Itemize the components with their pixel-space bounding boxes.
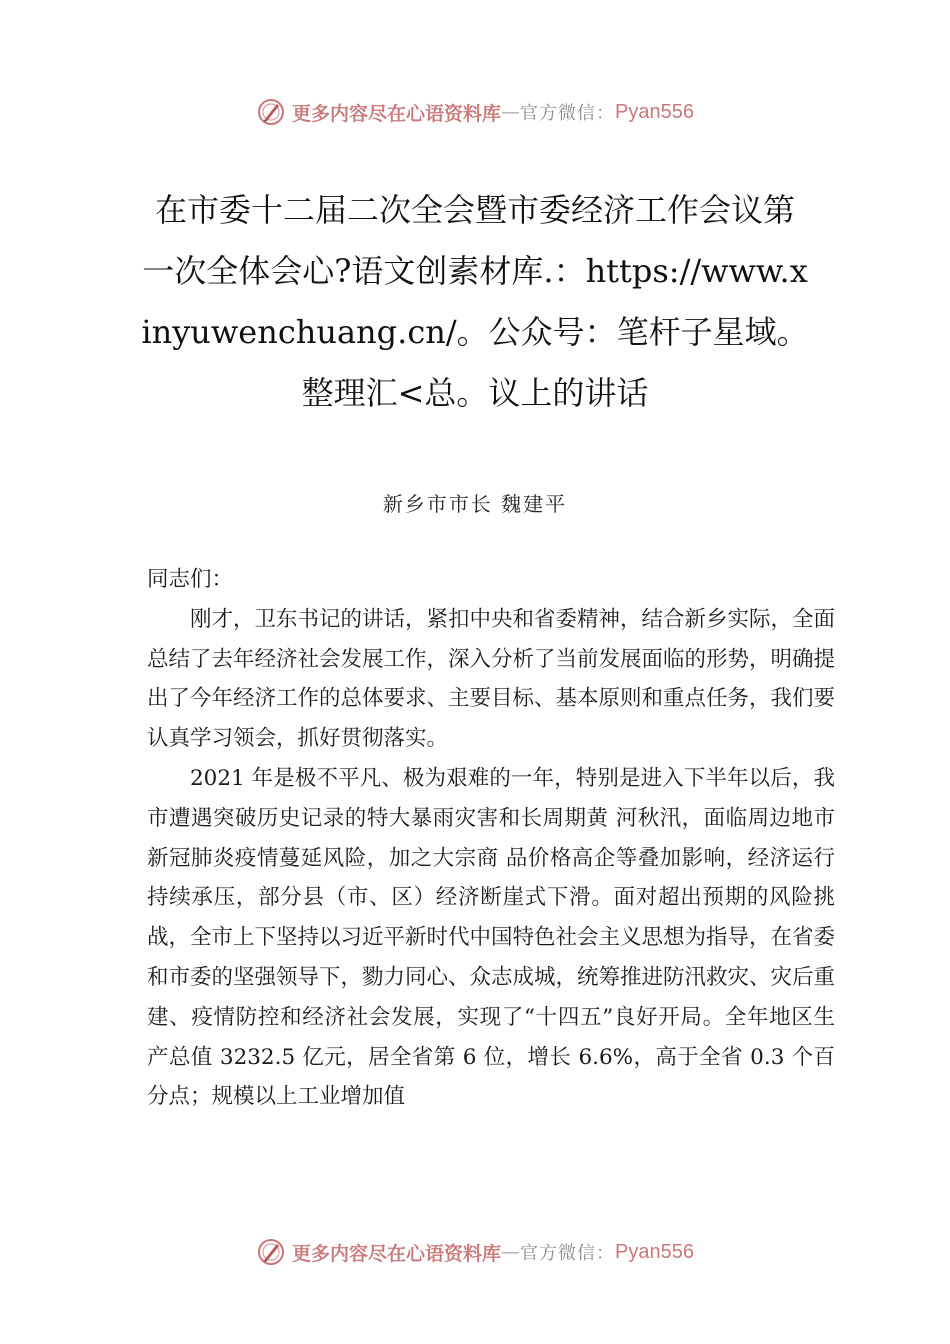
banner-dash: — [501, 1241, 521, 1263]
banner-wechat-id: Pyan556 [615, 100, 694, 123]
document-body [147, 560, 835, 1117]
document-title: 在市委十二届二次全会暨市委经济工作会议第一次全体会心?语文创素材库.：https://www.xinyuwenchuang.cn/。公众号：笔杆子星域。整理汇<总。议上的讲话 [141, 191, 809, 412]
bottom-banner [0, 1232, 950, 1272]
banner-main-text: 更多内容尽在心语资料库 [292, 1242, 502, 1265]
banner-main-text: 更多内容尽在心语资料库 [292, 102, 502, 125]
banner-wechat-label: 官方微信： [520, 1243, 616, 1264]
pen-logo-icon [256, 97, 286, 127]
byline: 新乡市市长 魏建平 [382, 492, 568, 516]
banner-dash: — [501, 101, 521, 123]
salutation: 同志们： [147, 567, 234, 592]
top-banner [0, 92, 950, 132]
paragraph: 刚才，卫东书记的讲话，紧扣中央和省委精神，结合新乡实际，全面总结了去年经济社会发展工作，深入分析了当前发展面临的形势，明确提出了今年经济工作的总体要求、主要目标、基本原则和重点任务，我们要认真学习领会，抓好贯彻落实。 [147, 606, 836, 752]
paragraph: 2021 年是极不平凡、极为艰难的一年，特别是进入下半年以后，我市遭遇突破历史记录的特大暴雨灾害和长周期黄 河秋汛，面临周边地市新冠肺炎疫情蔓延风险，加之大宗商 品价格高企等叠加影响，经济运行持续承压，部分县（市、区）经济断崖式下滑。面对超出预期的风险挑战，全市上下坚持以习近平新时代中国特色社会主义思想为指导，在省委和市委的坚强领导下，勠力同心、众志成城，统筹推进防汛救灾、灾后重建、疫情防控和经济社会发展，实现了“十四五”良好开局。全年地区生产总值 3232.5 亿元，居全省第 6 位，增长 6.6%，高于全省 0.3 个百分点；规模以上工业增加值 [147, 765, 836, 1110]
banner-wechat-label: 官方微信： [520, 103, 616, 124]
pen-logo-icon [256, 1237, 286, 1267]
banner-wechat-id: Pyan556 [615, 1240, 694, 1263]
